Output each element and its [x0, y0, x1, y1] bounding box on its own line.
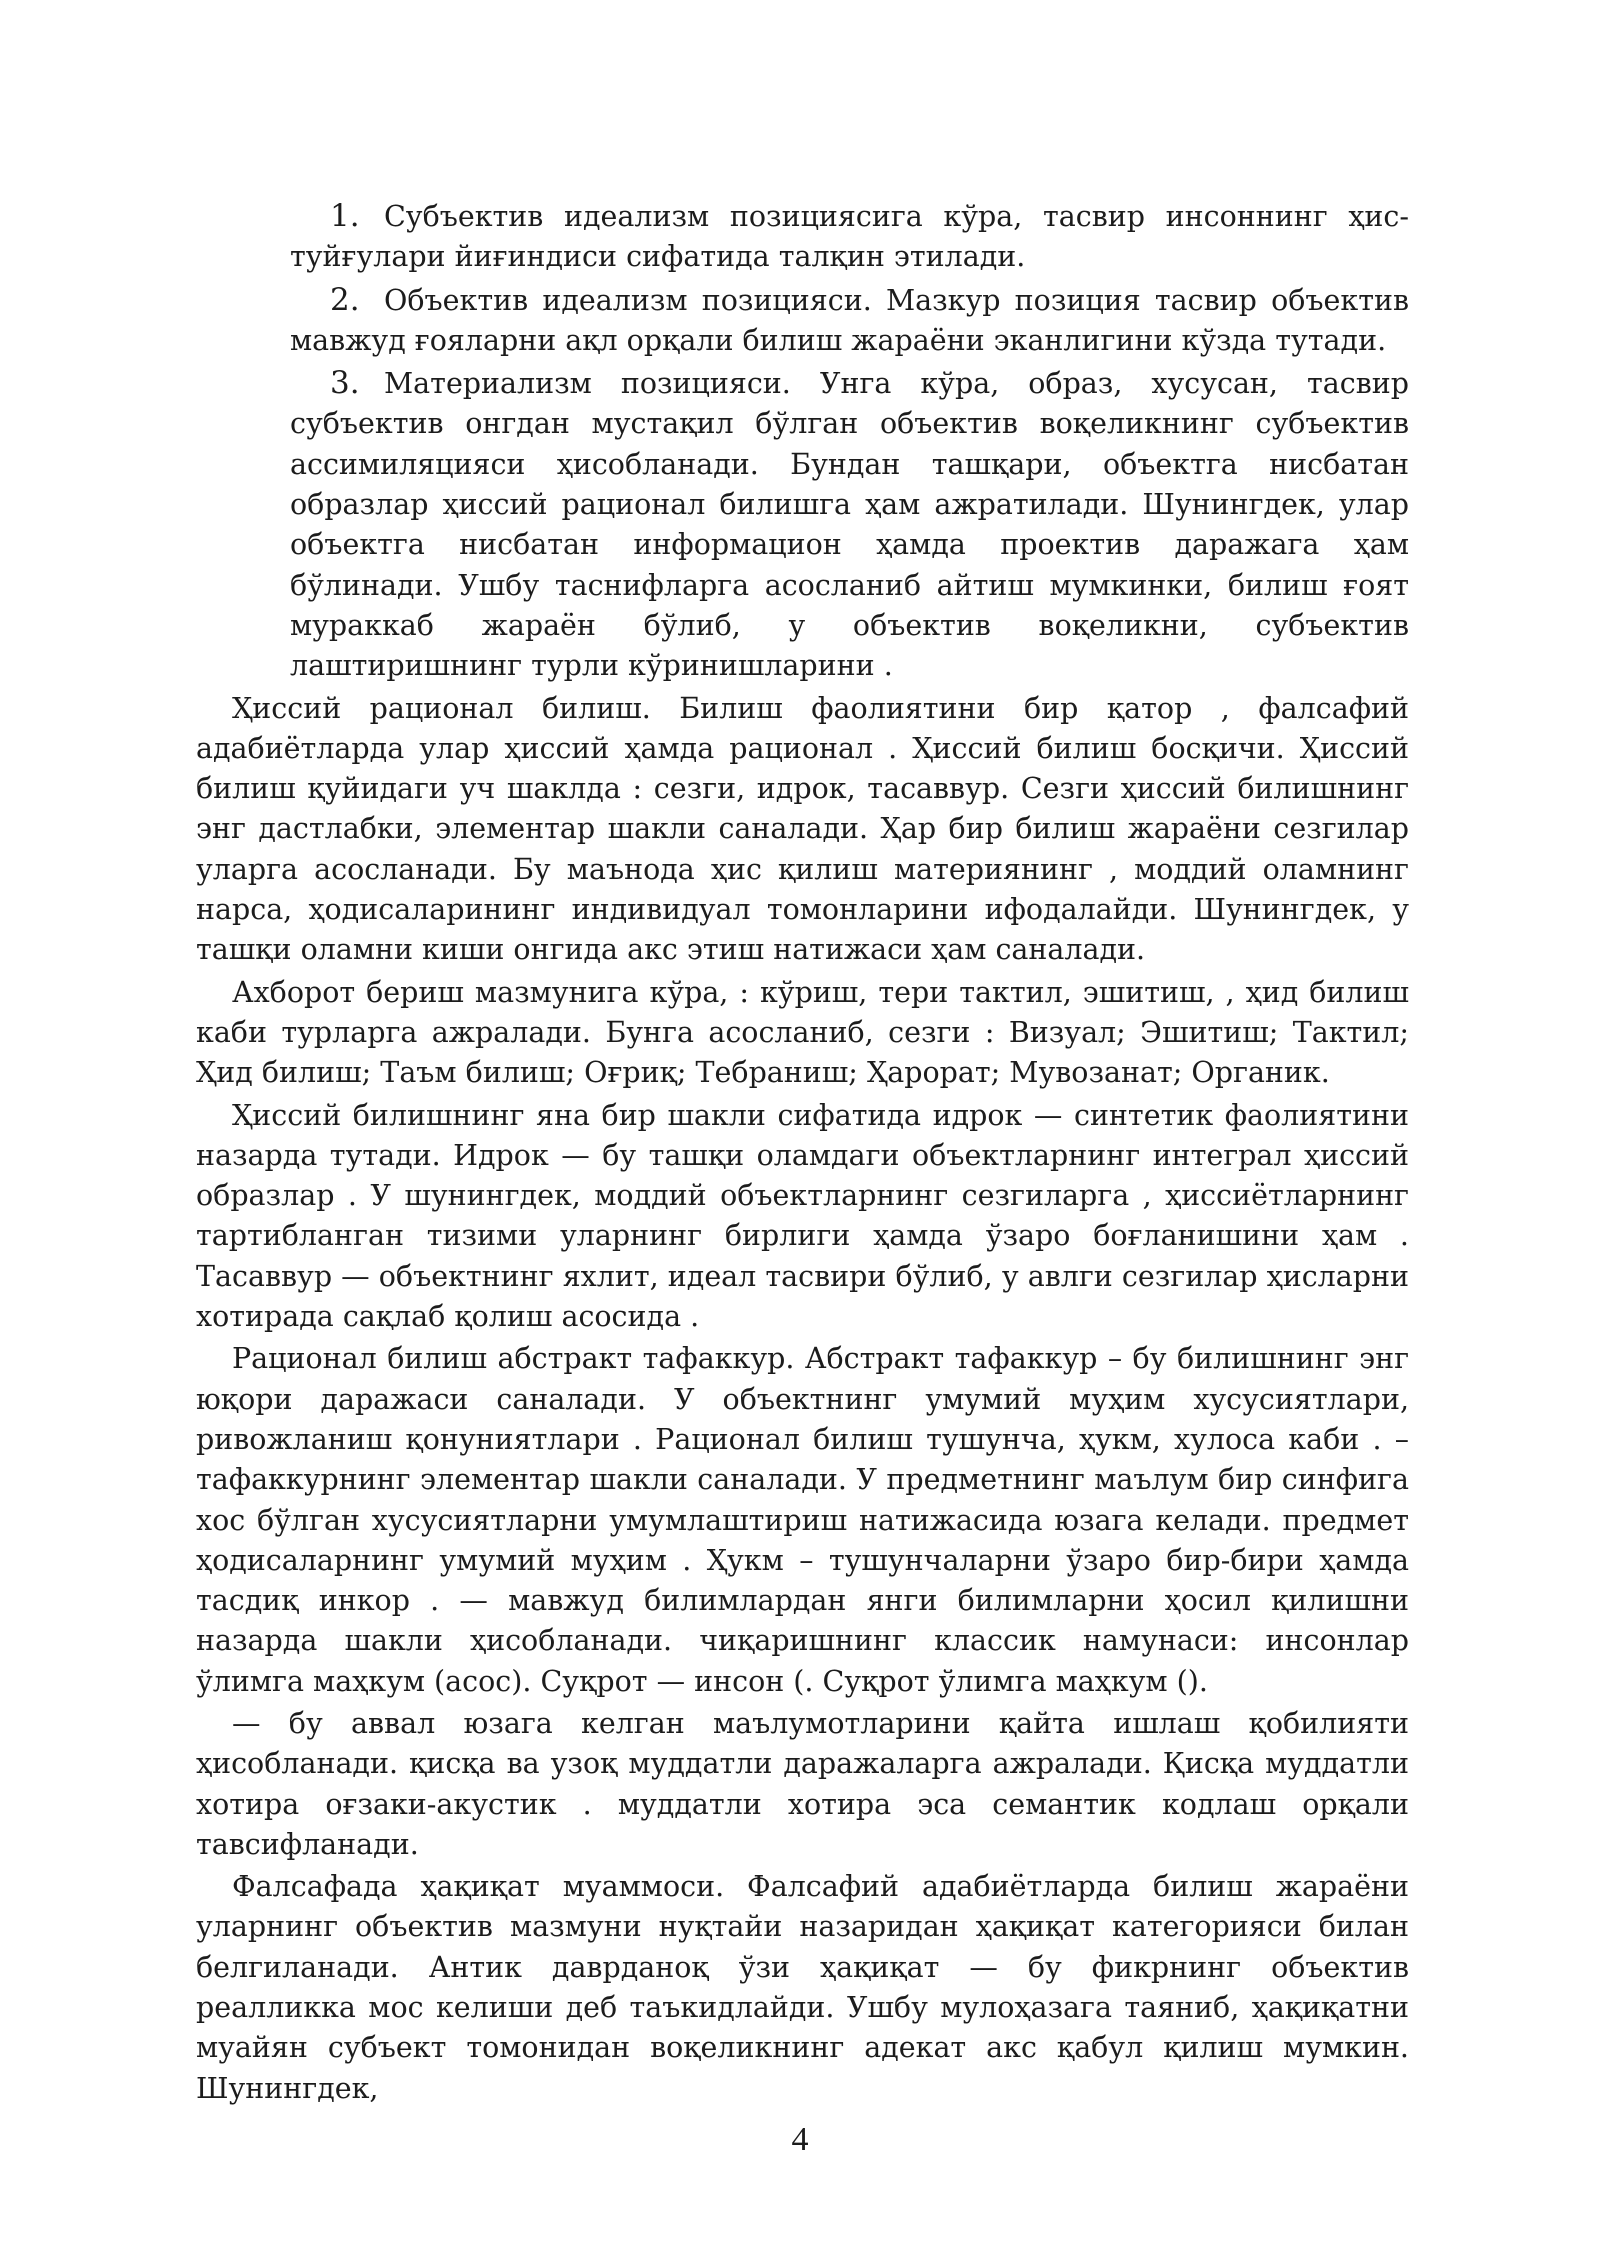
list-item-number: 1.	[330, 198, 360, 234]
page-number: 4	[791, 2121, 809, 2158]
body-paragraph: Рационал билиш абстракт тафаккур. Абстракт тафаккур – бу билишнинг энг юқори даражаси саналади. У объектнинг умумий муҳим хусусиятлари, ривожланиш қонуниятлари . Рационал билиш тушунча, ҳукм, хулоса каби . – тафаккурнинг элементар шакли саналади. У предметнинг маълум бир синфига хос бўлган хусусиятларни умумлаштириш натижасида юзага келади. предмет ҳодисаларнинг умумий муҳим . Ҳукм – тушунчаларни ўзаро бир-бири ҳамда тасдиқ инкор . — мавжуд билимлардан янги билимларни ҳосил қилишни назарда шакли ҳисобланади. чиқаришнинг классик намунаси: инсонлар ўлимга маҳкум (асос). Суқрот — инсон (. Суқрот ўлимга маҳкум ().	[196, 1342, 1409, 1698]
body-paragraph: Ҳиссий билишнинг яна бир шакли сифатида идрок — синтетик фаолиятини назарда тутади. Идрок — бу ташқи оламдаги объектларнинг интеграл ҳиссий образлар . У шунингдек, моддий объектларнинг сезгиларга , ҳиссиётларнинг тартибланган тизими уларнинг бирлиги ҳамда ўзаро боғланишини ҳам . Тасаввур — объектнинг яхлит, идеал тасвири бўлиб, у авлги сезгилар ҳисларни хотирада сақлаб қолиш асосида .	[196, 1098, 1409, 1334]
list-item-number: 2.	[330, 281, 360, 318]
body-paragraph: Фалсафада ҳақиқат муаммоси. Фалсафий адабиётларда билиш жараёни уларнинг объектив мазмуни нуқтайи назаридан ҳақиқат категорияси билан белгиланади. Антик даврданоқ ўзи ҳақиқат — бу фикрнинг объектив реалликка мос келиши деб таъкидлайди. Ушбу мулоҳазага таяниб, ҳақиқатни муайян субъект томонидан воқеликнинг адекат акс қабул қилиш мумкин. Шунингдек,	[196, 1870, 1409, 2105]
list-item-text: Объектив идеализм позицияси. Мазкур позиция тасвир объектив мавжуд ғояларни ақл орқали билиш жараёни эканлигини кўзда тутади.	[290, 283, 1409, 357]
list-item	[290, 196, 1409, 278]
numbered-list	[290, 196, 1409, 687]
list-item-number: 3.	[330, 365, 360, 402]
body-paragraph: — бу аввал юзага келган маълумотларини қайта ишлаш қобилияти ҳисобланади. қисқа ва узоқ муддатли даражаларга ажралади. Қисқа муддатли хотира оғзаки-акустик . муддатли хотира эса семантик кодлаш орқали тавсифланади.	[196, 1706, 1409, 1861]
body-paragraph: Ҳиссий рационал билиш. Билиш фаолиятини бир қатор , фалсафий адабиётларда улар ҳиссий ҳамда рационал . Ҳиссий билиш босқичи. Ҳиссий билиш қуйидаги уч шаклда : сезги, идрок, тасаввур. Сезги ҳиссий билишнинг энг дастлабки, элементар шакли саналади. Ҳар бир билиш жараёни сезгилар уларга асосланади. Бу маънода ҳис қилиш материянинг , моддий оламнинг нарса, ҳодисаларининг индивидуал томонларини ифодалайди. Шунингдек, у ташқи оламни киши онгида акс этиш натижаси ҳам саналади.	[196, 691, 1409, 967]
list-item-text: Материализм позицияси. Унга кўра, образ, хусусан, тасвир субъектив онгдан мустақил бўлган объектив воқеликнинг субъектив ассимиляцияси ҳисобланади. Бундан ташқари, объектга нисбатан образлар ҳиссий рационал билишга ҳам ажратилади. Шунингдек, улар объектга нисбатан информацион ҳамда проектив даражага ҳам бўлинади. Ушбу таснифларга асосланиб айтиш мумкинки, билиш ғоят мураккаб жараён бўлиб, у объектив воқеликни, субъектив лаштиришнинг турли кўринишларини .	[290, 367, 1409, 683]
body-paragraph: Ахборот бериш мазмунига кўра, : кўриш, тери тактил, эшитиш, , ҳид билиш каби турларга ажралади. Бунга асосланиб, сезги : Визуал; Эшитиш; Тактил; Ҳид билиш; Таъм билиш; Оғриқ; Тебраниш; Ҳарорат; Мувозанат; Органик.	[196, 975, 1409, 1090]
list-item-text: Субъектив идеализм позициясига кўра, тасвир инсоннинг ҳис-туйғулари йиғиндиси сифатида талқин этилади.	[290, 200, 1409, 274]
list-item	[290, 363, 1409, 686]
list-item	[290, 280, 1409, 362]
page-body	[196, 196, 1409, 2111]
